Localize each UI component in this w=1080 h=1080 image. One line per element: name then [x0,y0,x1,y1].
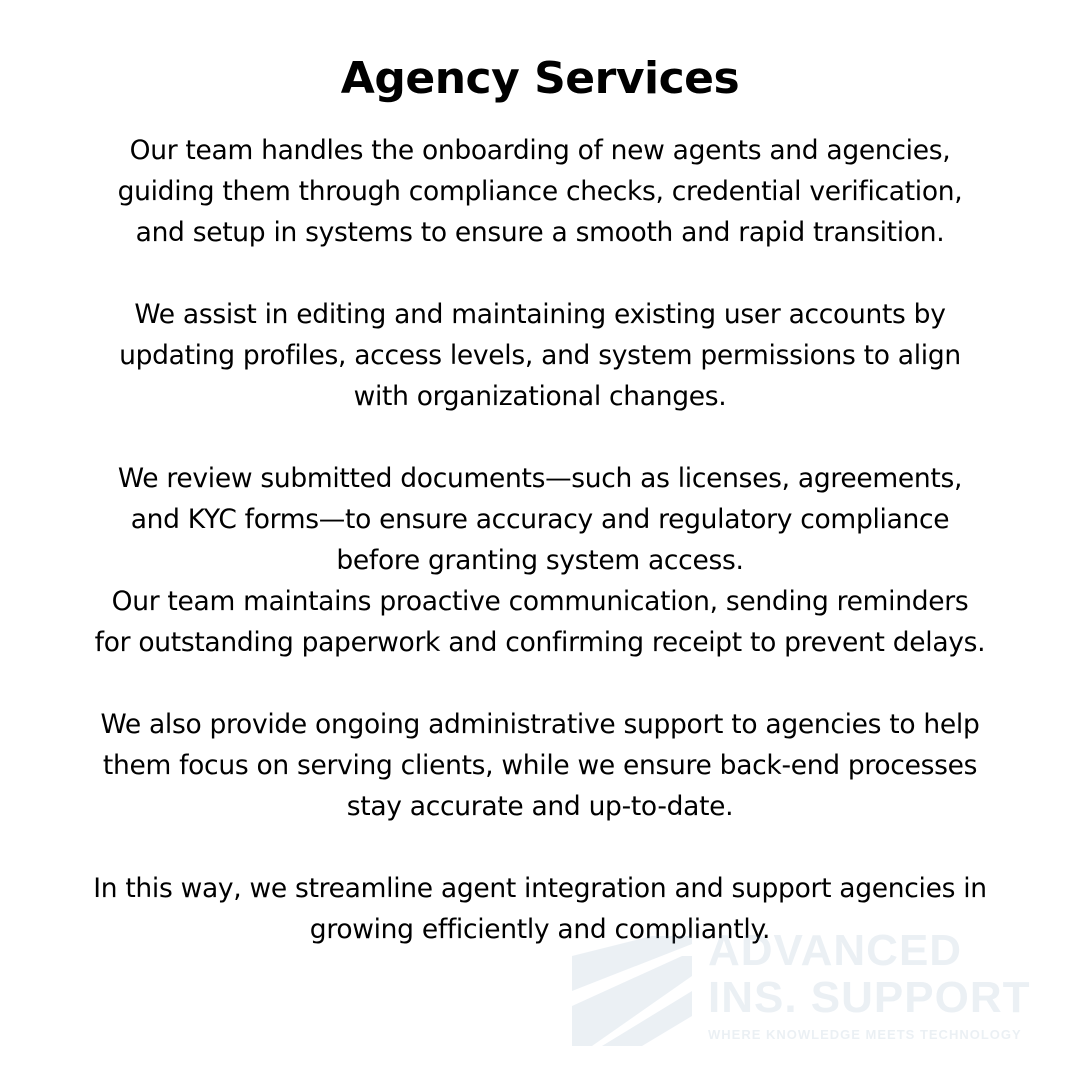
body-text [20,130,1060,950]
text-line: Our team maintains proactive communication, sending reminders [111,586,969,617]
text-line: We assist in editing and maintaining existing user accounts by [134,299,946,330]
page-title: Agency Services [340,53,740,104]
paragraph-account-maintenance [20,294,1060,417]
text-line: for outstanding paperwork and confirming receipt to prevent delays. [94,627,986,658]
paragraph-spacer [20,827,1060,868]
text-line: growing efficiently and compliantly. [309,914,771,945]
paragraph-document-review [20,458,1060,663]
text-line: updating profiles, access levels, and system permissions to align [119,340,961,371]
text-line: and setup in systems to ensure a smooth and rapid transition. [135,217,945,248]
text-line: before granting system access. [336,545,744,576]
paragraph-spacer [20,253,1060,294]
text-line: them focus on serving clients, while we ensure back-end processes [102,750,978,781]
text-line: Our team handles the onboarding of new agents and agencies, [129,135,951,166]
paragraph-onboarding [20,130,1060,253]
text-line: In this way, we streamline agent integration and support agencies in [93,873,987,904]
watermark-brand-line1: ADVANCED [708,926,963,975]
flag-stripes-logo-icon [572,936,692,1046]
paragraph-spacer [20,417,1060,458]
text-line: guiding them through compliance checks, credential verification, [117,176,963,207]
text-line: with organizational changes. [353,381,727,412]
paragraph-conclusion [20,868,1060,950]
watermark-tagline: WHERE KNOWLEDGE MEETS TECHNOLOGY [708,1027,1022,1042]
watermark-brand-line2: INS. SUPPORT [708,973,1031,1022]
paragraph-administrative-support [20,704,1060,827]
paragraph-spacer [20,663,1060,704]
text-line: We review submitted documents—such as licenses, agreements, [117,463,963,494]
text-line: We also provide ongoing administrative support to agencies to help [100,709,980,740]
text-line: stay accurate and up-to-date. [346,791,734,822]
text-line: and KYC forms—to ensure accuracy and regulatory compliance [130,504,950,535]
